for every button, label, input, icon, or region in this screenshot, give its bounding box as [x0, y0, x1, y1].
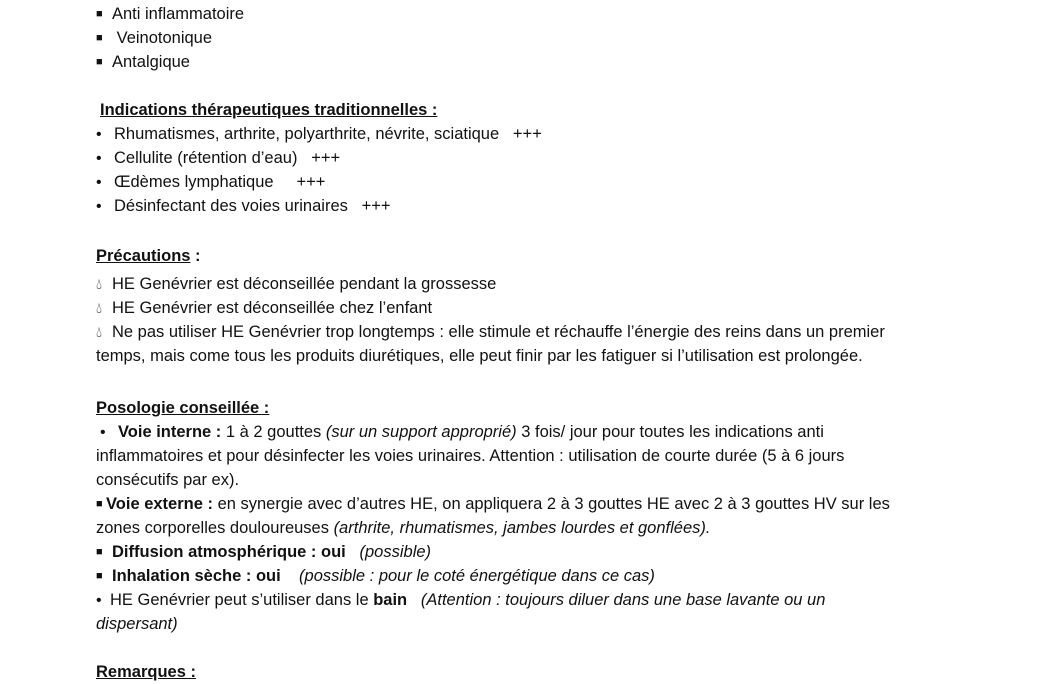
list-item: 💧︎ HE Genévrier est déconseillée chez l’enfant	[96, 296, 432, 321]
remarques-heading: Remarques :	[96, 663, 196, 681]
square-bullet-icon: ■	[96, 546, 103, 558]
paragraph-continuation: zones corporelles douloureuses (arthrite, rhumatismes, jambes lourdes et gonflées).	[96, 519, 711, 537]
square-bullet-icon: ■	[96, 570, 103, 582]
list-item: ■ Anti inflammatoire	[96, 2, 244, 26]
list-item: • Rhumatismes, arthrite, polyarthrite, névrite, sciatique +++	[96, 122, 542, 147]
drop-bullet-icon: 💧︎	[96, 300, 103, 317]
bullet-icon: •	[96, 198, 102, 215]
list-item: ■ Inhalation sèche : oui (possible : pour le coté énergétique dans ce cas)	[96, 564, 655, 588]
paragraph-continuation: inflammatoires et pour désinfecter les voies urinaires. Attention : utilisation de courte durée (5 à 6 jours	[96, 447, 845, 465]
list-item: • Cellulite (rétention d’eau) +++	[96, 146, 340, 171]
square-bullet-icon: ■	[96, 498, 103, 510]
list-item: ■ Veinotonique	[96, 26, 212, 50]
paragraph-continuation: temps, mais come tous les produits diurétiques, elle peut finir par les fatiguer si l’utilisation est prolongée.	[96, 347, 863, 365]
drop-bullet-icon: 💧︎	[96, 324, 103, 341]
bullet-icon: •	[96, 592, 102, 609]
bullet-icon: •	[100, 424, 106, 441]
bullet-icon: •	[96, 126, 102, 143]
drop-bullet-icon: 💧︎	[96, 276, 103, 293]
list-item: • HE Genévrier peut s’utiliser dans le bain (Attention : toujours diluer dans une base lavante ou un	[96, 588, 825, 613]
square-bullet-icon: ■	[96, 8, 103, 20]
bullet-icon: •	[96, 174, 102, 191]
list-item: 💧︎ Ne pas utiliser HE Genévrier trop longtemps : elle stimule et réchauffe l’énergie des reins dans un premier	[96, 320, 885, 345]
paragraph-continuation: dispersant)	[96, 615, 178, 633]
list-item: ■ Diffusion atmosphérique : oui (possible)	[96, 540, 431, 564]
list-item: • Voie interne : 1 à 2 gouttes (sur un support approprié) 3 fois/ jour pour toutes les indications anti	[100, 420, 824, 445]
list-item: 💧︎ HE Genévrier est déconseillée pendant la grossesse	[96, 272, 496, 297]
paragraph-continuation: consécutifs par ex).	[96, 471, 240, 489]
list-item: • Désinfectant des voies urinaires +++	[96, 194, 391, 219]
list-item: ■ Voie externe : en synergie avec d’autres HE, on appliquera 2 à 3 gouttes HE avec 2 à 3 gouttes HV sur les	[96, 492, 890, 516]
list-item: ■ Antalgique	[96, 50, 190, 74]
square-bullet-icon: ■	[96, 32, 103, 44]
bullet-icon: •	[96, 150, 102, 167]
posologie-heading: Posologie conseillée :	[96, 399, 270, 417]
indications-heading: Indications thérapeutiques traditionnelles :	[100, 101, 438, 119]
list-item: • Œdèmes lymphatique +++	[96, 170, 325, 195]
square-bullet-icon: ■	[96, 56, 103, 68]
precautions-heading: Précautions :	[96, 247, 201, 265]
